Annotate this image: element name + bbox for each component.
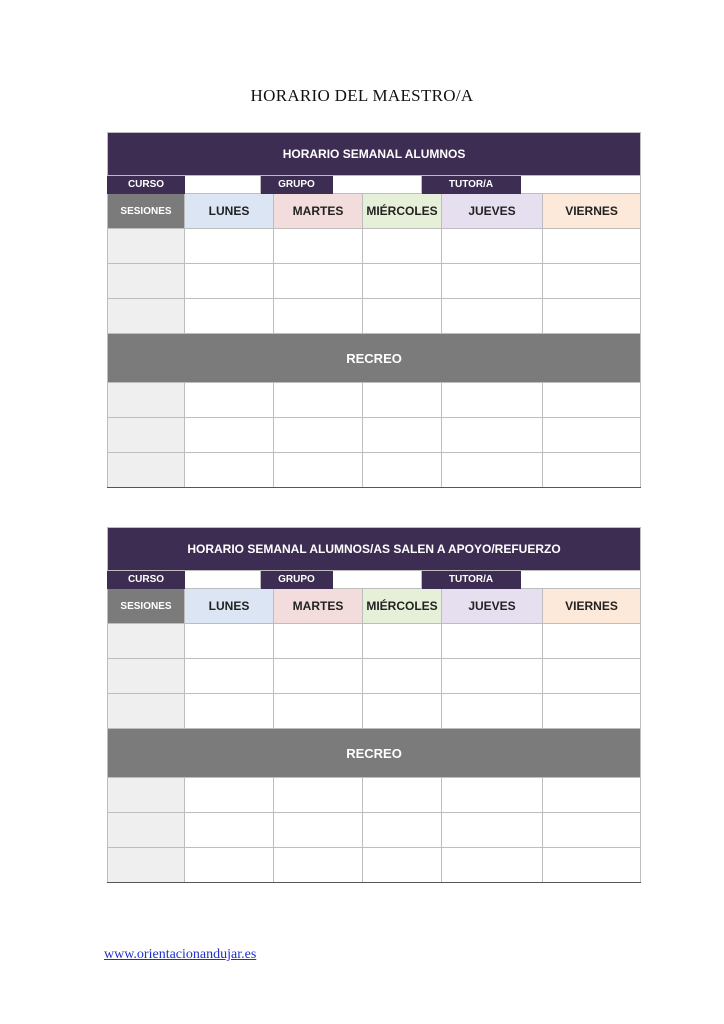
schedule-cell[interactable] <box>543 624 641 659</box>
schedule-cell[interactable] <box>274 778 363 813</box>
recreo-banner: RECREO <box>108 334 641 383</box>
schedule-cell[interactable] <box>274 383 363 418</box>
day-header-jueves: JUEVES <box>442 589 543 624</box>
schedule-cell[interactable] <box>442 624 543 659</box>
curso-label: CURSO <box>108 571 185 589</box>
schedule-cell[interactable] <box>185 778 274 813</box>
schedule-cell[interactable] <box>363 383 442 418</box>
schedule-cell[interactable] <box>274 299 363 334</box>
day-header-miercoles: MIÉRCOLES <box>363 589 442 624</box>
grupo-label: GRUPO <box>261 571 333 589</box>
day-header-martes: MARTES <box>274 194 363 229</box>
schedule-cell[interactable] <box>442 264 543 299</box>
schedule-cell[interactable] <box>543 299 641 334</box>
schedule-cell[interactable] <box>442 229 543 264</box>
schedule-cell[interactable] <box>363 848 442 883</box>
schedule-cell[interactable] <box>274 229 363 264</box>
session-cell[interactable] <box>108 659 185 694</box>
sessions-header: SESIONES <box>108 589 185 624</box>
schedule-cell[interactable] <box>442 299 543 334</box>
schedule-cell[interactable] <box>442 383 543 418</box>
recreo-banner: RECREO <box>108 729 641 778</box>
schedule-cell[interactable] <box>274 418 363 453</box>
grupo-field[interactable] <box>333 176 422 194</box>
session-row <box>108 229 641 264</box>
schedule-cell[interactable] <box>185 453 274 488</box>
tutor-field[interactable] <box>521 176 641 194</box>
schedule-cell[interactable] <box>363 778 442 813</box>
session-row <box>108 813 641 848</box>
schedule-cell[interactable] <box>274 813 363 848</box>
schedule-cell[interactable] <box>363 694 442 729</box>
schedule-cell[interactable] <box>442 453 543 488</box>
session-cell[interactable] <box>108 418 185 453</box>
schedule-cell[interactable] <box>442 813 543 848</box>
schedule-cell[interactable] <box>185 229 274 264</box>
session-cell[interactable] <box>108 848 185 883</box>
session-row <box>108 418 641 453</box>
table-title: HORARIO SEMANAL ALUMNOS/AS SALEN A APOYO/REFUERZO <box>108 528 641 571</box>
day-header-martes: MARTES <box>274 589 363 624</box>
schedule-cell[interactable] <box>442 778 543 813</box>
session-cell[interactable] <box>108 778 185 813</box>
session-row <box>108 694 641 729</box>
grupo-field[interactable] <box>333 571 422 589</box>
curso-label: CURSO <box>108 176 185 194</box>
curso-field[interactable] <box>185 176 261 194</box>
day-header-jueves: JUEVES <box>442 194 543 229</box>
schedule-cell[interactable] <box>363 229 442 264</box>
schedule-cell[interactable] <box>185 694 274 729</box>
session-cell[interactable] <box>108 624 185 659</box>
session-row <box>108 453 641 488</box>
schedule-cell[interactable] <box>543 778 641 813</box>
session-row <box>108 778 641 813</box>
session-cell[interactable] <box>108 229 185 264</box>
schedule-cell[interactable] <box>185 264 274 299</box>
schedule-cell[interactable] <box>363 659 442 694</box>
schedule-cell[interactable] <box>274 659 363 694</box>
schedule-cell[interactable] <box>543 383 641 418</box>
schedule-cell[interactable] <box>274 848 363 883</box>
schedule-cell[interactable] <box>185 813 274 848</box>
session-cell[interactable] <box>108 813 185 848</box>
curso-field[interactable] <box>185 571 261 589</box>
schedule-cell[interactable] <box>363 813 442 848</box>
table-title: HORARIO SEMANAL ALUMNOS <box>108 133 641 176</box>
schedule-cell[interactable] <box>543 813 641 848</box>
schedule-cell[interactable] <box>363 418 442 453</box>
schedule-cell[interactable] <box>274 694 363 729</box>
session-row <box>108 624 641 659</box>
schedule-cell[interactable] <box>543 418 641 453</box>
schedule-cell[interactable] <box>543 264 641 299</box>
session-cell[interactable] <box>108 694 185 729</box>
session-row <box>108 264 641 299</box>
session-row <box>108 299 641 334</box>
page-title: HORARIO DEL MAESTRO/A <box>250 86 474 105</box>
session-cell[interactable] <box>108 383 185 418</box>
schedule-cell[interactable] <box>363 624 442 659</box>
footer-website-link[interactable]: www.orientacionandujar.es <box>104 947 257 962</box>
schedule-cell[interactable] <box>363 453 442 488</box>
schedule-cell[interactable] <box>185 299 274 334</box>
weekly-schedule-table <box>107 132 641 488</box>
schedule-cell[interactable] <box>543 453 641 488</box>
schedule-cell[interactable] <box>543 659 641 694</box>
schedule-cell[interactable] <box>442 659 543 694</box>
schedule-cell[interactable] <box>274 453 363 488</box>
day-header-lunes: LUNES <box>185 194 274 229</box>
schedule-cell[interactable] <box>543 229 641 264</box>
schedule-cell[interactable] <box>363 264 442 299</box>
schedule-cell[interactable] <box>442 418 543 453</box>
grupo-label: GRUPO <box>261 176 333 194</box>
day-header-viernes: VIERNES <box>543 194 641 229</box>
schedule-cell[interactable] <box>274 264 363 299</box>
schedule-cell[interactable] <box>363 299 442 334</box>
session-cell[interactable] <box>108 299 185 334</box>
schedule-cell[interactable] <box>543 694 641 729</box>
schedule-cell[interactable] <box>274 624 363 659</box>
schedule-cell[interactable] <box>185 848 274 883</box>
day-header-lunes: LUNES <box>185 589 274 624</box>
schedule-cell[interactable] <box>185 659 274 694</box>
schedule-cell[interactable] <box>442 848 543 883</box>
session-cell[interactable] <box>108 264 185 299</box>
schedule-cell[interactable] <box>185 418 274 453</box>
session-cell[interactable] <box>108 453 185 488</box>
support-schedule-table <box>107 527 641 883</box>
schedule-cell[interactable] <box>442 694 543 729</box>
session-row <box>108 383 641 418</box>
session-row <box>108 659 641 694</box>
day-header-viernes: VIERNES <box>543 589 641 624</box>
day-header-miercoles: MIÉRCOLES <box>363 194 442 229</box>
schedule-cell[interactable] <box>185 383 274 418</box>
schedule-cell[interactable] <box>185 624 274 659</box>
tutor-label: TUTOR/A <box>422 176 521 194</box>
schedule-cell[interactable] <box>543 848 641 883</box>
session-row <box>108 848 641 883</box>
tutor-label: TUTOR/A <box>422 571 521 589</box>
tutor-field[interactable] <box>521 571 641 589</box>
sessions-header: SESIONES <box>108 194 185 229</box>
